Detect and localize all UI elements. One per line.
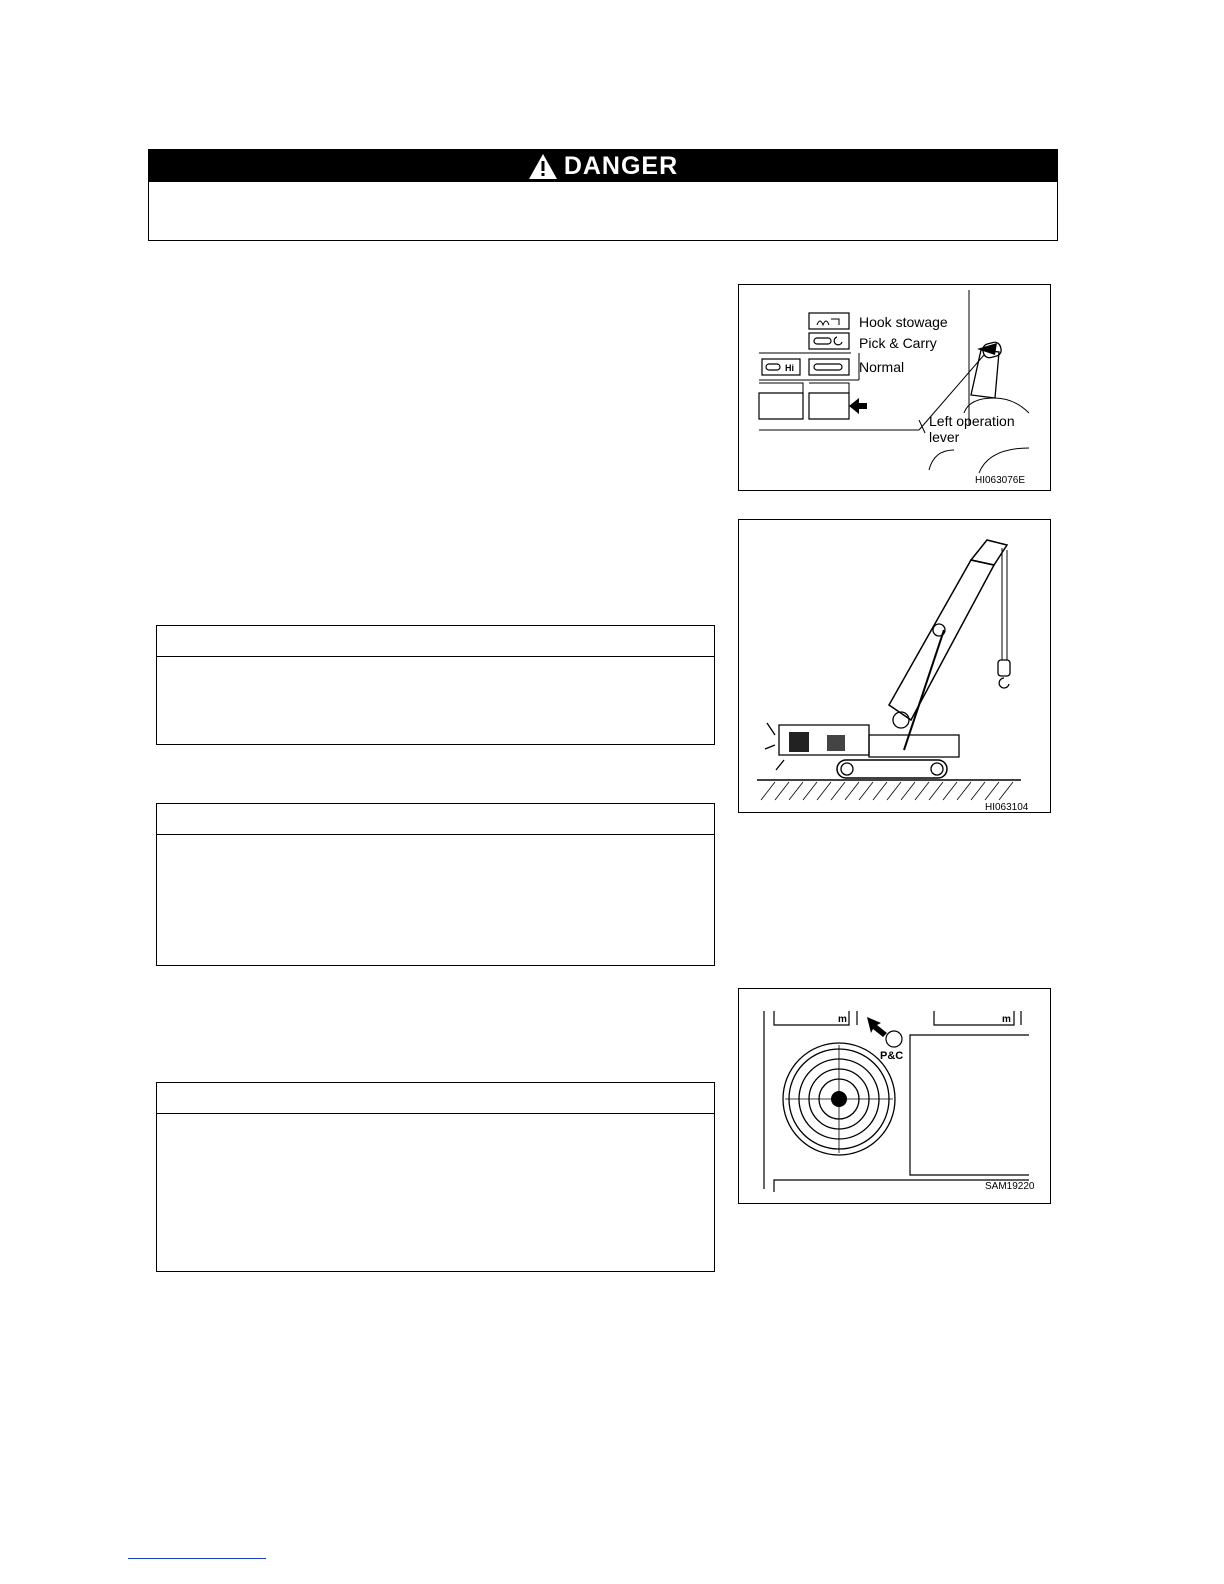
label-lever: lever: [929, 429, 960, 445]
footer-rule: [128, 1558, 266, 1559]
figure-code: SAM19220: [985, 1181, 1035, 1192]
unit-right: m: [1002, 1014, 1011, 1025]
note-box-3-header: [157, 1083, 714, 1114]
danger-header: [149, 150, 1057, 182]
pc-indicator-icon: [886, 1031, 902, 1047]
label-pick-carry: Pick & Carry: [859, 335, 937, 351]
label-hi: Hi: [785, 363, 794, 373]
indicator-label: P&C: [880, 1050, 904, 1062]
unit-left: m: [838, 1014, 847, 1025]
note-box-2-header: [157, 804, 714, 835]
label-normal: Normal: [859, 359, 905, 375]
figure-lever-panel: [738, 284, 1051, 491]
figure-monitor: [738, 988, 1051, 1204]
figure-code: HI063104: [985, 802, 1029, 811]
note-box-1-header: [157, 626, 714, 657]
danger-notice: [148, 149, 1058, 241]
figure-crane: [738, 519, 1051, 813]
note-box-3: [156, 1082, 715, 1272]
warning-triangle-icon: [528, 153, 558, 180]
note-box-1: [156, 625, 715, 745]
danger-title: DANGER: [563, 151, 679, 180]
label-hook-stowage: Hook stowage: [859, 314, 948, 330]
label-left-operation: Left operation: [929, 413, 1015, 429]
note-box-2: [156, 803, 715, 966]
figure-code: HI063076E: [975, 475, 1026, 486]
